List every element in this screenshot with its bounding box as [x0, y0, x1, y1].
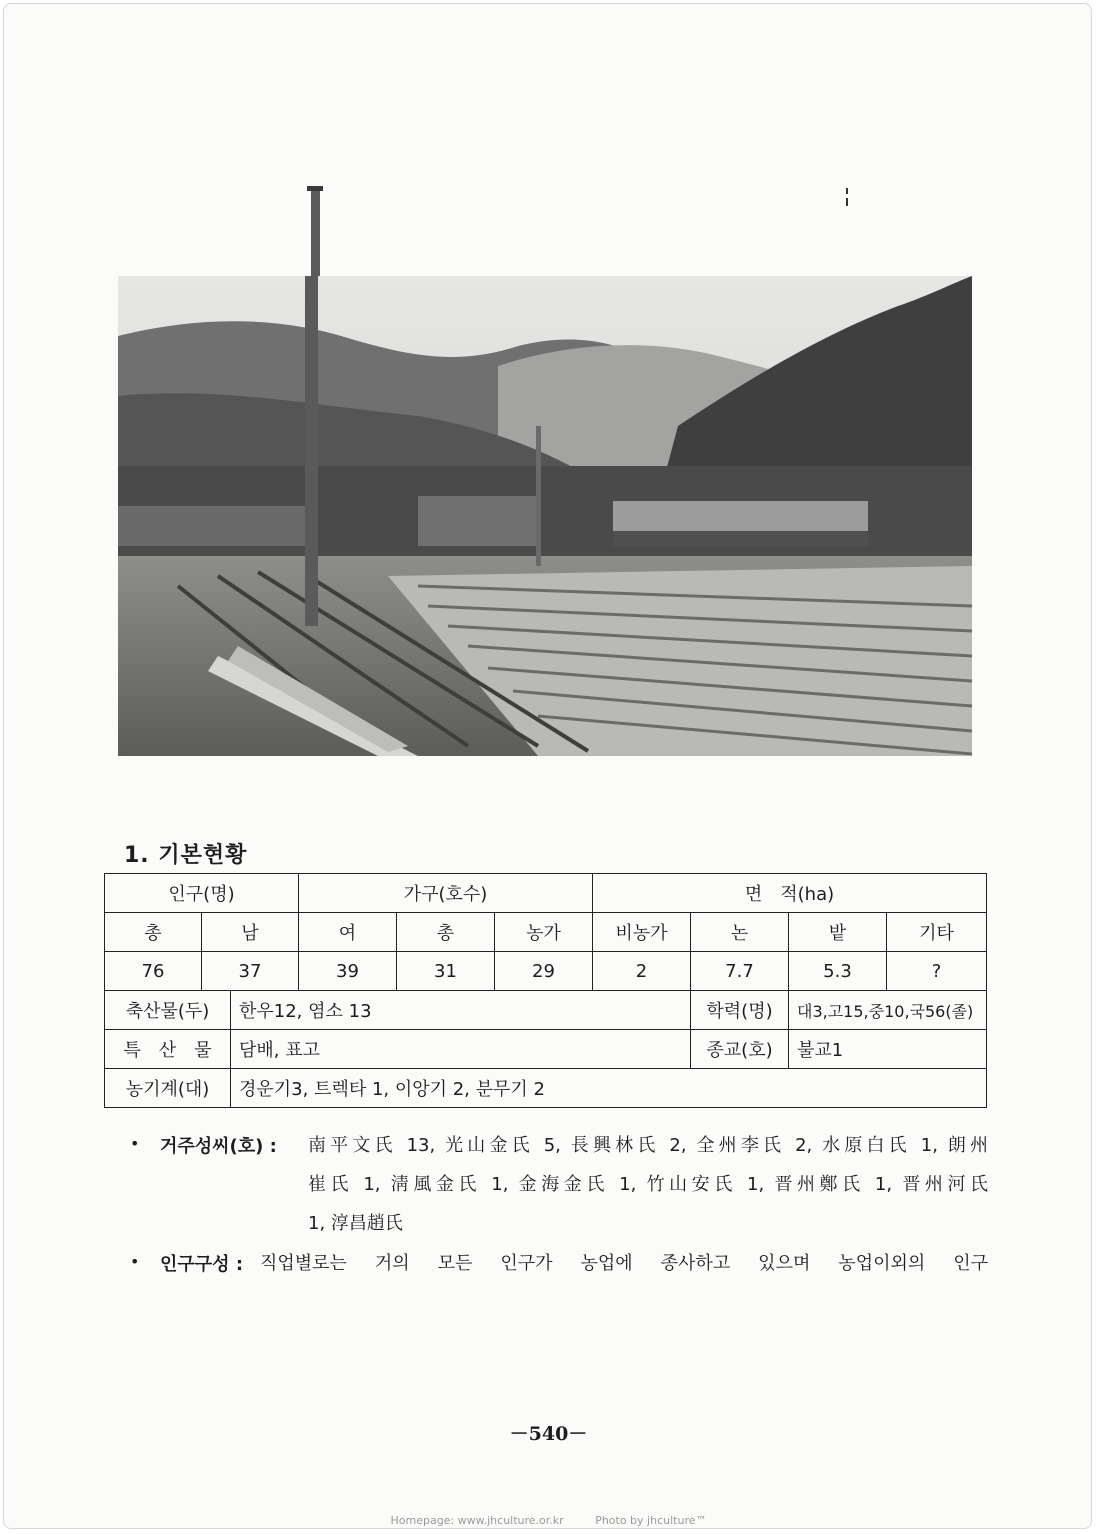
col-header: 밭: [789, 913, 887, 952]
page-frame: [3, 3, 1092, 1529]
livestock-row: [105, 991, 987, 1030]
section-title: 1. 기본현황: [124, 843, 248, 868]
sub-header-row: [105, 913, 987, 952]
surnames-text: [308, 1126, 988, 1243]
surnames-label: 거주성씨(호) :: [160, 1136, 277, 1157]
text-line: 南平文氏 13, 光山金氏 5, 長興林氏 2, 全州李氏 2, 水原白氏 1, 朗州: [308, 1135, 988, 1156]
specialty-value: 담배, 표고: [231, 1030, 691, 1069]
values-row: [105, 952, 987, 991]
machinery-label: 농기계(대): [105, 1069, 231, 1108]
col-header: 농가: [495, 913, 593, 952]
bullet-marker: •: [130, 1134, 140, 1153]
col-header: 논: [691, 913, 789, 952]
value-cell: ?: [887, 952, 987, 991]
col-header: 여: [299, 913, 397, 952]
speck-mark: [845, 188, 849, 206]
value-cell: 76: [105, 952, 202, 991]
col-header: 비농가: [593, 913, 691, 952]
household-header: 가구(호수): [299, 874, 593, 913]
population-composition-label: 인구구성 :: [160, 1254, 244, 1275]
value-cell: 39: [299, 952, 397, 991]
page-number: －540－: [509, 1423, 588, 1445]
col-header: 총: [105, 913, 202, 952]
text-line: 崔氏 1, 淸風金氏 1, 金海金氏 1, 竹山安氏 1, 晋州鄭氏 1, 晋州河氏: [308, 1174, 988, 1195]
value-cell: 7.7: [691, 952, 789, 991]
photo-credit: Photo by jhculture™: [595, 1514, 707, 1527]
homepage-link[interactable]: Homepage: www.jhculture.or.kr: [390, 1514, 564, 1527]
value-cell: 37: [202, 952, 299, 991]
footer: [0, 1514, 1097, 1527]
specialty-label: 특 산 물: [105, 1030, 231, 1069]
col-header: 남: [202, 913, 299, 952]
text-line: 직업별로는 거의 모든 인구가 농업에 종사하고 있으며 농업이외의 인구: [260, 1253, 988, 1274]
education-label: 학력(명): [691, 991, 789, 1030]
area-header: 면 적(ha): [593, 874, 987, 913]
value-cell: 31: [397, 952, 495, 991]
livestock-label: 축산물(두): [105, 991, 231, 1030]
basic-status-table: [104, 873, 987, 1108]
bullet-marker: •: [130, 1252, 140, 1271]
col-header: 총: [397, 913, 495, 952]
village-photo: [118, 276, 972, 756]
religion-value: 불교1: [789, 1030, 987, 1069]
machinery-row: [105, 1069, 987, 1108]
livestock-value: 한우12, 염소 13: [231, 991, 691, 1030]
text-line: 1, 淳昌趙氏: [308, 1213, 403, 1234]
religion-label: 종교(호): [691, 1030, 789, 1069]
population-header: 인구(명): [105, 874, 299, 913]
group-header-row: [105, 874, 987, 913]
specialty-row: [105, 1030, 987, 1069]
machinery-value: 경운기3, 트렉타 1, 이앙기 2, 분무기 2: [231, 1069, 987, 1108]
utility-pole-top: [305, 186, 325, 278]
value-cell: 29: [495, 952, 593, 991]
value-cell: 5.3: [789, 952, 887, 991]
population-composition-text: [260, 1244, 988, 1283]
col-header: 기타: [887, 913, 987, 952]
value-cell: 2: [593, 952, 691, 991]
education-value: 대3,고15,중10,국56(졸): [789, 991, 987, 1030]
